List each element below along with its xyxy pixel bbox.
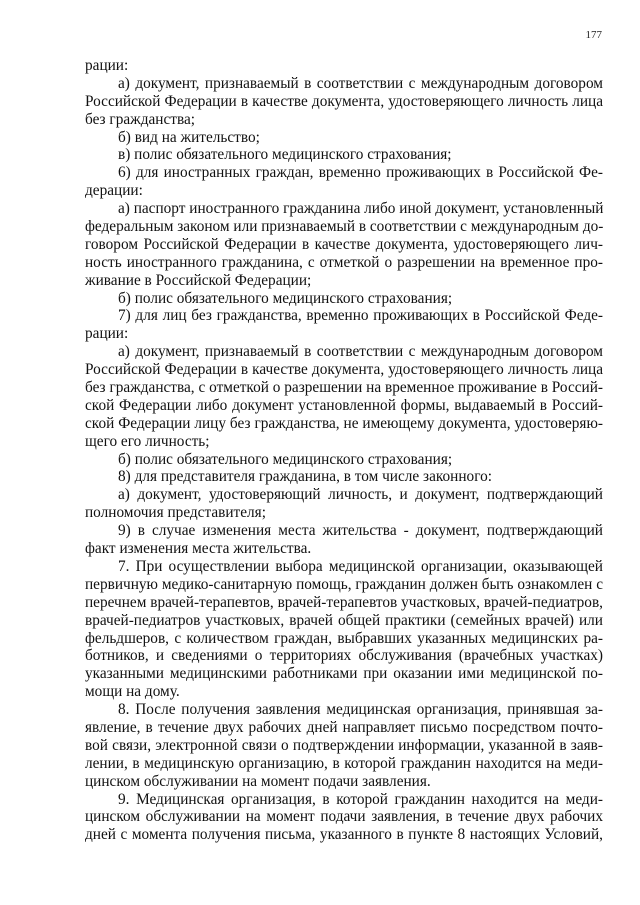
- text-line: лении, в медицинскую организацию, в которой гражданин находится на меди-: [85, 754, 603, 772]
- text-line: 7) для лиц без гражданства, временно проживающих в Российской Феде-: [118, 307, 603, 325]
- text-line: б) вид на жительство;: [118, 128, 260, 146]
- text-line: 9. Медицинская организация, в которой гражданин находится на меди-: [118, 790, 603, 808]
- text-line: б) полис обязательного медицинского страхования;: [118, 450, 453, 468]
- text-line: мощи на дому.: [85, 683, 180, 701]
- text-line: а) документ, удостоверяющий личность, и документ, подтверждающий: [118, 486, 603, 504]
- text-line: врачей-педиатров участковых, врачей общей практики (семейных врачей) или: [85, 611, 603, 629]
- text-line: дерации:: [85, 182, 143, 200]
- text-line: Российской Федерации в качестве документа, удостоверяющего личность лица: [85, 361, 603, 379]
- text-line: а) документ, признаваемый в соответствии с международным договором: [118, 74, 603, 92]
- page-number: 177: [585, 29, 602, 41]
- text-line: фельдшеров, с количеством граждан, выбравших указанных медицинских ра-: [85, 629, 603, 647]
- text-line: цинском обслуживании на момент подачи заявления, в течение двух рабочих: [85, 808, 603, 826]
- text-line: щего его личность;: [85, 432, 210, 450]
- text-line: ской Федерации либо документ установленной формы, выдаваемый в Россий-: [85, 396, 603, 414]
- text-line: без гражданства;: [85, 110, 195, 128]
- text-line: перечнем врачей-терапевтов, врачей-терапевтов участковых, врачей-педиатров,: [85, 593, 603, 611]
- text-line: явление, в течение двух рабочих дней направляет письмо посредством почто-: [85, 718, 603, 736]
- text-line: а) паспорт иностранного гражданина либо иной документ, установленный: [118, 200, 604, 218]
- text-line: без гражданства, с отметкой о разрешении на временное проживание в Россий-: [85, 379, 603, 397]
- text-line: ской Федерации лицу без гражданства, не имеющему документа, удостоверяю-: [85, 414, 603, 432]
- text-line: ботников, и сведениями о территориях обслуживания (врачебных участках): [85, 647, 603, 665]
- text-line: федеральным законом или признаваемый в соответствии с международным до-: [85, 218, 604, 236]
- text-line: указанными медицинскими работниками при оказании ими медицинской по-: [85, 665, 603, 683]
- text-line: первичную медико-санитарную помощь, гражданин должен быть ознакомлен с: [85, 575, 603, 593]
- text-line: дней с момента получения письма, указанного в пункте 8 настоящих Условий,: [85, 826, 603, 844]
- text-line: рации:: [85, 57, 129, 74]
- document-body: [85, 57, 603, 844]
- text-line: 8) для представителя гражданина, в том числе законного:: [118, 468, 492, 486]
- text-line: б) полис обязательного медицинского страхования;: [118, 289, 453, 307]
- text-line: говором Российской Федерации в качестве документа, удостоверяющего лич-: [85, 235, 603, 253]
- text-line: Российской Федерации в качестве документа, удостоверяющего личность лица: [85, 92, 603, 110]
- text-line: рации:: [85, 325, 129, 343]
- text-line: факт изменения места жительства.: [85, 540, 312, 558]
- text-line: 8. После получения заявления медицинская организация, принявшая за-: [118, 701, 603, 719]
- text-line: ность иностранного гражданина, с отметкой о разрешении на временное про-: [85, 253, 603, 271]
- text-line: в) полис обязательного медицинского страхования;: [118, 146, 452, 164]
- text-line: живание в Российской Федерации;: [85, 271, 312, 289]
- text-line: цинском обслуживании на момент подачи заявления.: [85, 772, 431, 790]
- text-line: 9) в случае изменения места жительства - документ, подтверждающий: [118, 522, 603, 540]
- text-line: 7. При осуществлении выбора медицинской организации, оказывающей: [118, 557, 603, 575]
- text-line: а) документ, признаваемый в соответствии с международным договором: [118, 343, 603, 361]
- text-line: полномочия представителя;: [85, 504, 266, 522]
- text-line: вой связи, электронной связи о подтверждении информации, указанной в заяв-: [85, 736, 603, 754]
- text-line: 6) для иностранных граждан, временно проживающих в Российской Фе-: [118, 164, 603, 182]
